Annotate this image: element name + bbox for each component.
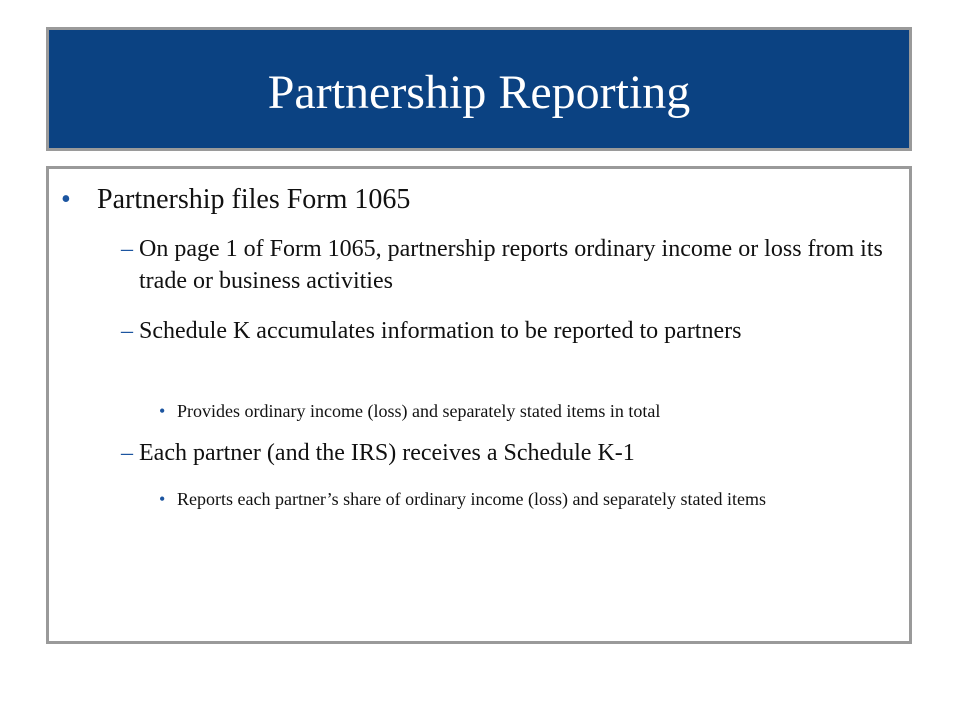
dash-marker: – [121, 440, 133, 466]
detail-bullet-schedule-k-text: Provides ordinary income (loss) and separately stated items in total [177, 401, 661, 421]
dot-marker: • [159, 489, 166, 509]
detail-bullet-schedule-k1 [159, 487, 899, 511]
bullet-marker: • [61, 184, 71, 215]
sub-bullet-page1 [121, 233, 901, 297]
dash-marker: – [121, 236, 133, 262]
detail-bullet-schedule-k [159, 399, 899, 423]
sub-bullet-schedule-k1 [121, 437, 901, 469]
dash-marker: – [121, 318, 133, 344]
sub-bullet-page1-text: On page 1 of Form 1065, partnership reports ordinary income or loss from its trade or business activities [139, 236, 883, 294]
detail-bullet-schedule-k1-text: Reports each partner’s share of ordinary income (loss) and separately stated items [177, 489, 766, 509]
sub-bullet-schedule-k [121, 315, 901, 347]
slide-content-box [46, 166, 912, 644]
sub-bullet-schedule-k-text: Schedule K accumulates information to be reported to partners [139, 318, 742, 344]
dot-marker: • [159, 401, 166, 421]
bullet-main-text: Partnership files Form 1065 [97, 184, 411, 215]
slide-title-bar [46, 27, 912, 151]
slide-title: Partnership Reporting [267, 65, 691, 119]
sub-bullet-schedule-k1-text: Each partner (and the IRS) receives a Schedule K-1 [139, 440, 635, 466]
bullet-main [61, 183, 410, 217]
